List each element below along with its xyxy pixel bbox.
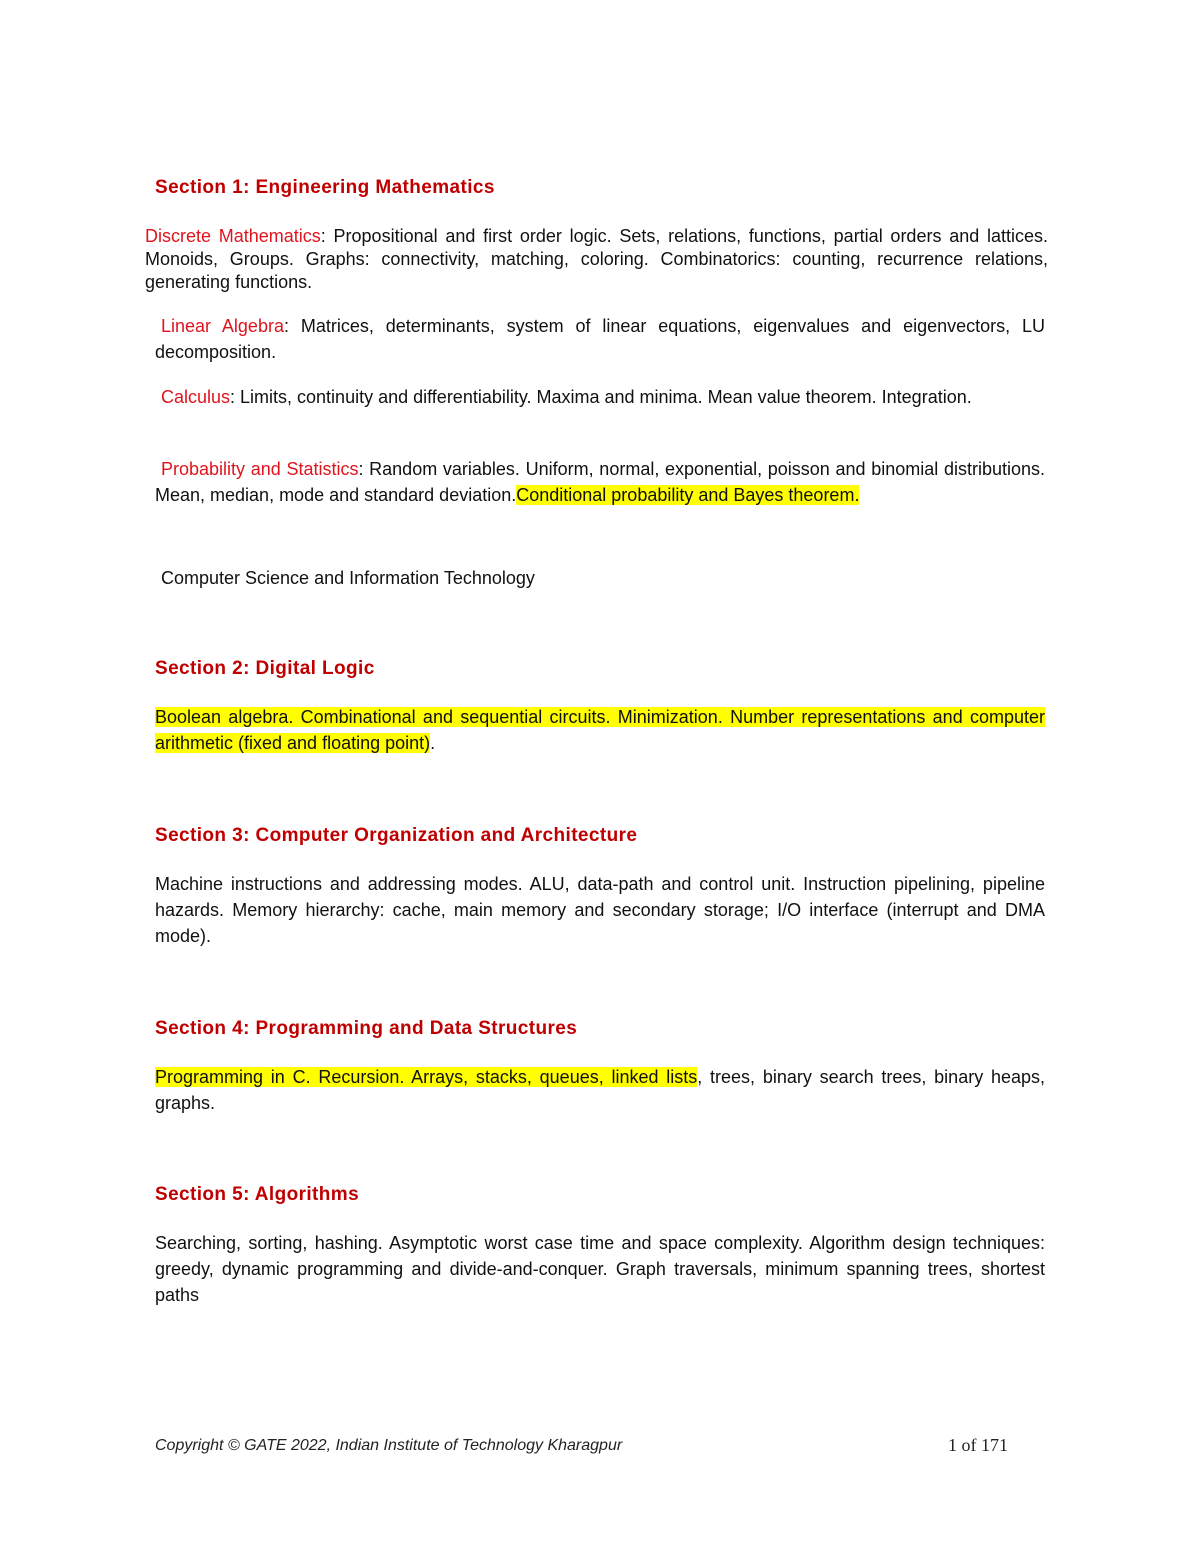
calculus-text: : Limits, continuity and differentiability. Maxima and minima. Mean value theorem. Integration.	[230, 387, 972, 407]
section4-heading: Section 4: Programming and Data Structures	[155, 1018, 578, 1039]
linear-algebra-paragraph	[155, 313, 1045, 365]
section1-heading: Section 1: Engineering Mathematics	[155, 177, 495, 198]
probability-text: : Random variables. Uniform, normal, exponential, poisson and binomial distributions. Mean, median, mode and standard deviation.	[155, 459, 1045, 505]
section4-text: , trees, binary search trees, binary heaps, graphs.	[155, 1067, 1045, 1113]
section5-heading: Section 5: Algorithms	[155, 1184, 360, 1205]
discrete-mathematics-paragraph	[145, 225, 1048, 294]
page-number: 1 of 171	[948, 1435, 1008, 1455]
discrete-mathematics-term: Discrete Mathematics	[145, 226, 321, 246]
footer-copyright: Copyright © GATE 2022, Indian Institute of Technology Kharagpur	[155, 1437, 623, 1454]
section4-highlight: Programming in C. Recursion. Arrays, stacks, queues, linked lists	[155, 1067, 698, 1087]
section5-paragraph: Searching, sorting, hashing. Asymptotic worst case time and space complexity. Algorithm design techniques: greedy, dynamic programming and divide-and-conquer. Graph traversals, minimum spanning trees, shortest paths	[155, 1233, 1045, 1305]
section2-tail: .	[430, 733, 436, 753]
calculus-term: Calculus	[161, 387, 231, 407]
section4-paragraph	[155, 1064, 1045, 1116]
probability-paragraph	[155, 456, 1045, 508]
section2-heading: Section 2: Digital Logic	[155, 658, 375, 679]
section2-highlight: Boolean algebra. Combinational and sequential circuits. Minimization. Number representations and computer arithmetic (fixed and floating point)	[155, 707, 1045, 753]
calculus-paragraph	[155, 384, 1015, 410]
probability-term: Probability and Statistics	[161, 459, 359, 479]
linear-algebra-term: Linear Algebra	[161, 316, 284, 336]
probability-highlight: Conditional probability and Bayes theorem.	[516, 485, 860, 505]
discrete-mathematics-text: : Propositional and first order logic. Sets, relations, functions, partial orders and lattices. Monoids, Groups. Graphs: connectivity, matching, coloring. Combinatorics: counting, recurrence relations, generating functions.	[145, 226, 1048, 292]
section3-heading: Section 3: Computer Organization and Architecture	[155, 825, 638, 846]
linear-algebra-text: : Matrices, determinants, system of linear equations, eigenvalues and eigenvectors, LU decomposition.	[155, 316, 1046, 362]
cs-it-text: Computer Science and Information Technology	[161, 568, 535, 588]
section3-paragraph: Machine instructions and addressing modes. ALU, data-path and control unit. Instruction pipelining, pipeline hazards. Memory hierarchy: cache, main memory and secondary storage; I/O interface (interrupt and DMA mode).	[155, 874, 1045, 946]
section2-paragraph	[155, 704, 1045, 756]
